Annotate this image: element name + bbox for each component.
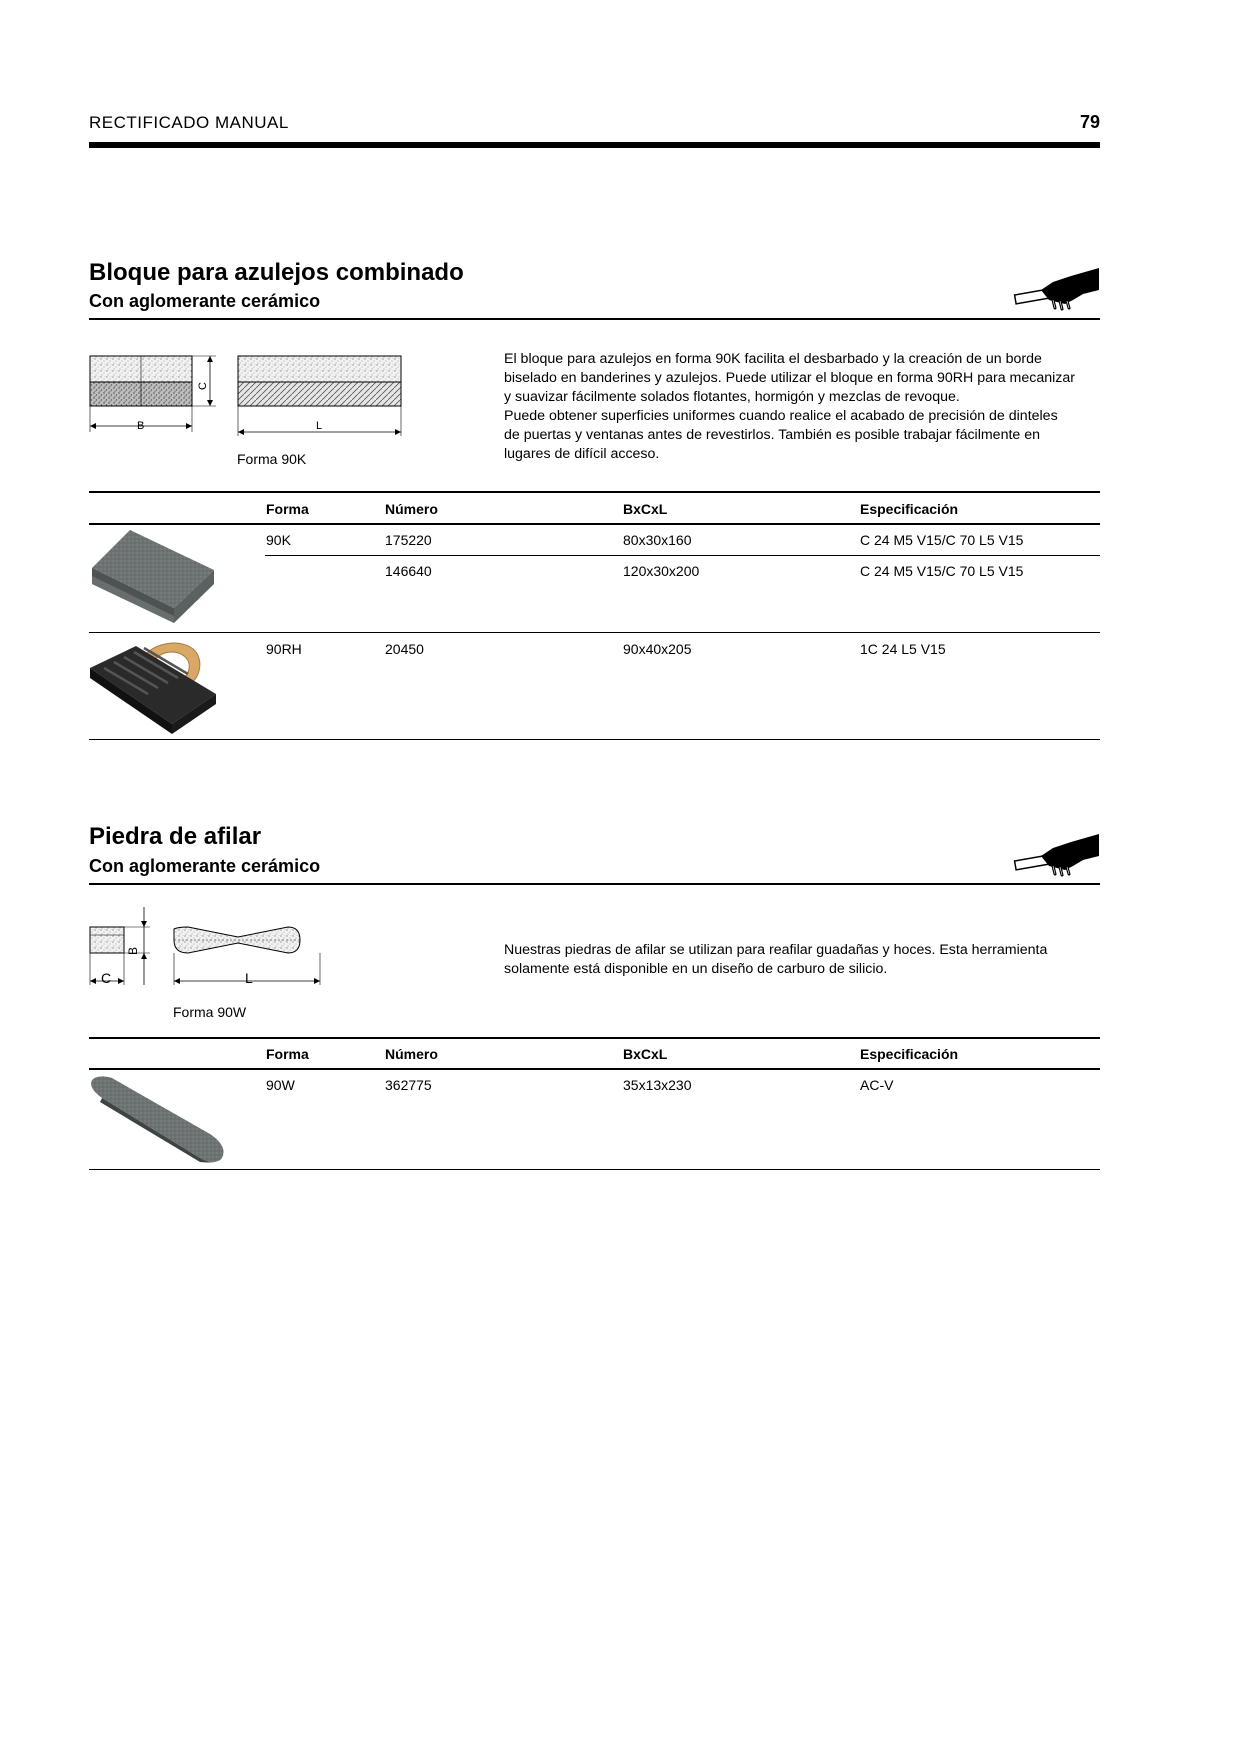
table-header-forma: Forma [266,501,309,517]
table-header-numero: Número [385,1046,438,1062]
table-cell-bxcxl: 35x13x230 [623,1077,692,1093]
table-header-bxcxl: BxCxL [623,1046,668,1062]
table-cell-especificacion: AC-V [860,1077,894,1093]
diagram-label-b: B [137,420,145,432]
description-line: lugares de difícil acceso. [504,446,660,462]
description-line: y suavizar fácilmente solados flotantes, hormigón y mezclas de revoque. [504,389,960,405]
diagram-label-c: C [196,382,209,390]
table-cell-especificacion: C 24 M5 V15/C 70 L5 V15 [860,532,1024,548]
table-header-rule [89,523,1100,525]
table-cell-especificacion: 1C 24 L5 V15 [860,641,946,657]
product-photo-90w [88,1072,234,1166]
description-line: Puede obtener superficies uniformes cuando realice el acabado de precisión de dinteles [504,408,1058,424]
table-cell-especificacion: C 24 M5 V15/C 70 L5 V15 [860,563,1024,579]
table-header-bxcxl: BxCxL [623,501,668,517]
table-cell-numero: 362775 [385,1077,432,1093]
diagram-90k [88,352,408,450]
diagram-caption-90k: Forma 90K [237,451,307,467]
diagram-label-l: L [316,420,323,432]
product-photo-90k [88,528,218,624]
hand-sanding-icon [1013,830,1101,878]
table-row-rule [89,632,1100,633]
table-cell-bxcxl: 120x30x200 [623,563,700,579]
section-subtitle-piedra: Con aglomerante cerámico [89,856,321,876]
table-bottom-rule [89,739,1100,740]
table-header-especificacion: Especificación [860,501,959,517]
description-line: El bloque para azulejos en forma 90K facilita el desbarbado y la creación de un borde [504,351,1042,367]
diagram-label-l: L [245,970,253,986]
table-cell-forma: 90W [266,1077,295,1093]
table-cell-numero: 20450 [385,641,424,657]
section-subtitle-bloque: Con aglomerante cerámico [89,291,321,311]
table-cell-forma: 90RH [266,641,302,657]
table-header-numero: Número [385,501,438,517]
table-header-especificacion: Especificación [860,1046,959,1062]
table-header-forma: Forma [266,1046,309,1062]
hand-sanding-icon [1013,264,1101,312]
product-photo-90rh [88,638,228,736]
description-line: de puertas y ventanas antes de revestirlos. También es posible trabajar fácilmente en [504,427,1041,443]
description-line: solamente está disponible en un diseño de carburo de silicio. [504,961,888,977]
description-line: Nuestras piedras de afilar se utilizan para reafilar guadañas y hoces. Esta herramienta [504,942,1048,958]
description-piedra [504,941,1104,979]
table-row-rule [265,555,1100,556]
table-cell-bxcxl: 90x40x205 [623,641,692,657]
header-rule [89,142,1100,148]
section-rule-bloque [89,318,1100,320]
header-title: RECTIFICADO MANUAL [89,113,289,132]
diagram-label-c: C [101,970,112,986]
diagram-caption-90w: Forma 90W [173,1004,247,1020]
description-bloque [504,350,1104,464]
table-cell-numero: 146640 [385,563,432,579]
table-cell-forma: 90K [266,532,291,548]
section-rule-piedra [89,883,1100,885]
table-bottom-rule [89,1169,1100,1170]
table-cell-numero: 175220 [385,532,432,548]
table-header-rule [89,1068,1100,1070]
table-cell-bxcxl: 80x30x160 [623,532,692,548]
table-top-rule [89,491,1100,493]
section-title-piedra: Piedra de afilar [89,823,262,850]
diagram-90w [88,905,328,990]
table-top-rule [89,1037,1100,1039]
description-line: biselado en banderines y azulejos. Puede utilizar el bloque en forma 90RH para mecanizar [504,370,1075,386]
page-number: 79 [1079,112,1100,132]
diagram-label-b: B [126,946,141,956]
section-title-bloque: Bloque para azulejos combinado [89,259,464,286]
